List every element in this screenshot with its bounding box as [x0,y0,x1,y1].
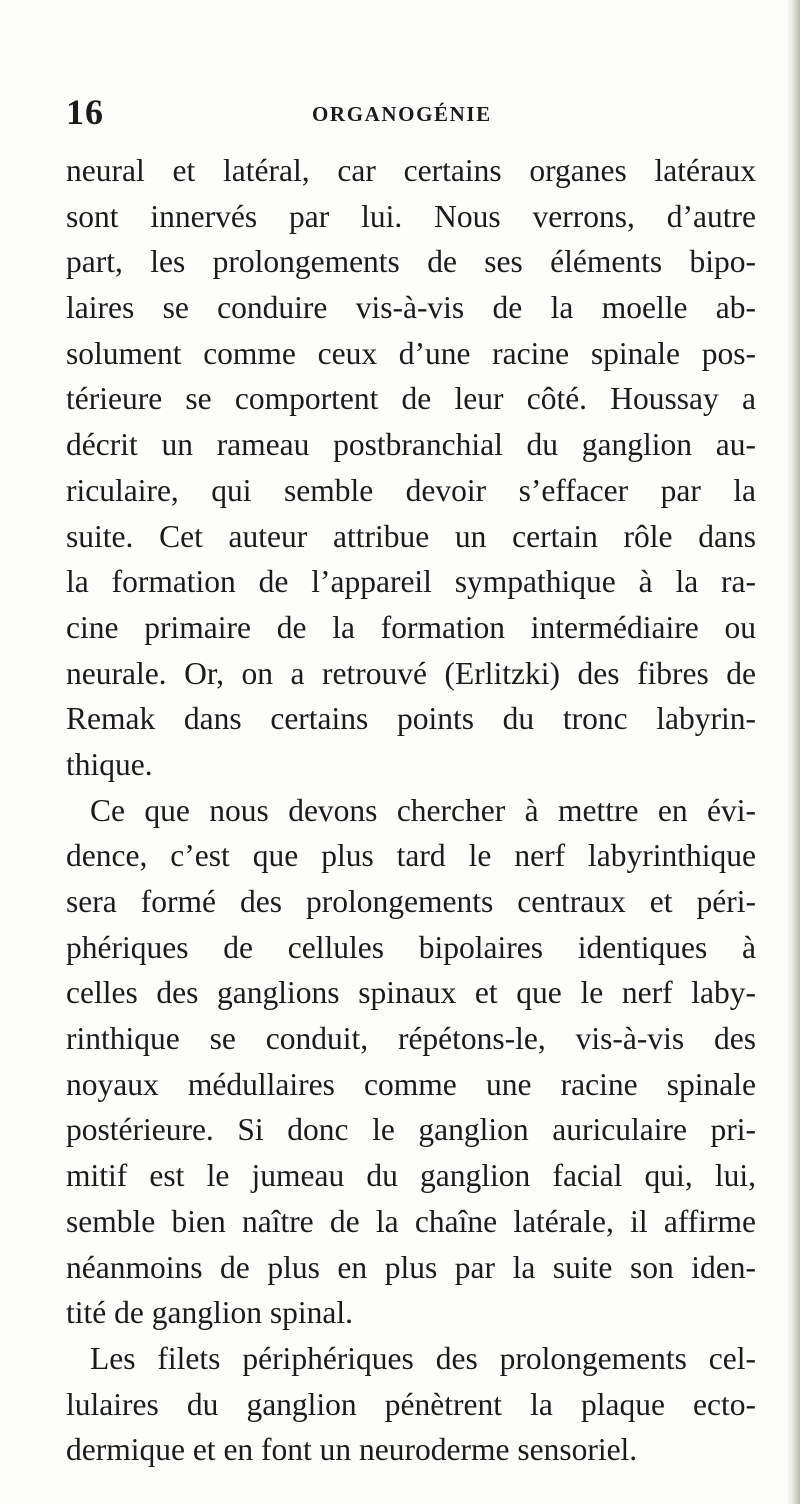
text-line: lulaires du ganglion pénètrent la plaque ecto- [66,1386,756,1422]
text-line: rinthique se conduit, répétons-le, vis-à-vis des [66,1021,756,1057]
text-line: phériques de cellules bipolaires identiques à [66,929,756,965]
text-line: riculaire, qui semble devoir s’effacer par la [66,472,756,508]
text-line: noyaux médullaires comme une racine spinale [66,1066,756,1102]
text-line: mitif est le jumeau du ganglion facial qui, lui, [66,1158,756,1194]
text-line: Les filets périphériques des prolongements cel- [90,1340,756,1376]
text-line: postérieure. Si donc le ganglion auriculaire pri- [66,1112,756,1148]
text-line: laires se conduire vis-à-vis de la moelle ab- [66,290,756,326]
text-line: semble bien naître de la chaîne latérale, il affirme [66,1203,756,1239]
page-edge [791,0,800,1504]
text-line: cine primaire de la formation intermédiaire ou [66,609,756,645]
text-line: sont innervés par lui. Nous verrons, d’autre [66,198,756,234]
text-line: part, les prolongements de ses éléments bipo- [66,244,756,280]
text-line: Ce que nous devons chercher à mettre en évi- [90,792,756,828]
text-line: dermique et en font un neuroderme sensoriel. [66,1432,638,1468]
text-line: suite. Cet auteur attribue un certain rôle dans [66,518,756,554]
text-line: thique. [66,746,153,782]
text-line: celles des ganglions spinaux et que le nerf laby- [66,975,756,1011]
running-head: ORGANOGÉNIE [312,102,492,126]
text-line: dence, c’est que plus tard le nerf labyrinthique [66,838,756,874]
text-line: térieure se comportent de leur côté. Houssay a [66,381,756,417]
text-line: neurale. Or, on a retrouvé (Erlitzki) des fibres de [66,655,756,691]
text-line: néanmoins de plus en plus par la suite son iden- [66,1249,756,1285]
text-line: tité de ganglion spinal. [66,1295,353,1331]
body-text [66,148,756,1473]
text-line: sera formé des prolongements centraux et péri- [66,884,756,919]
text-line: Remak dans certains points du tronc labyrin- [66,701,756,737]
page-header [66,88,756,144]
text-line: solument comme ceux d’une racine spinale pos- [66,335,756,371]
page-number: 16 [66,92,104,132]
text-line: décrit un rameau postbranchial du ganglion au- [66,427,756,463]
text-line: la formation de l’appareil sympathique à la ra- [66,564,756,600]
text-line: neural et latéral, car certains organes latéraux [66,153,756,188]
